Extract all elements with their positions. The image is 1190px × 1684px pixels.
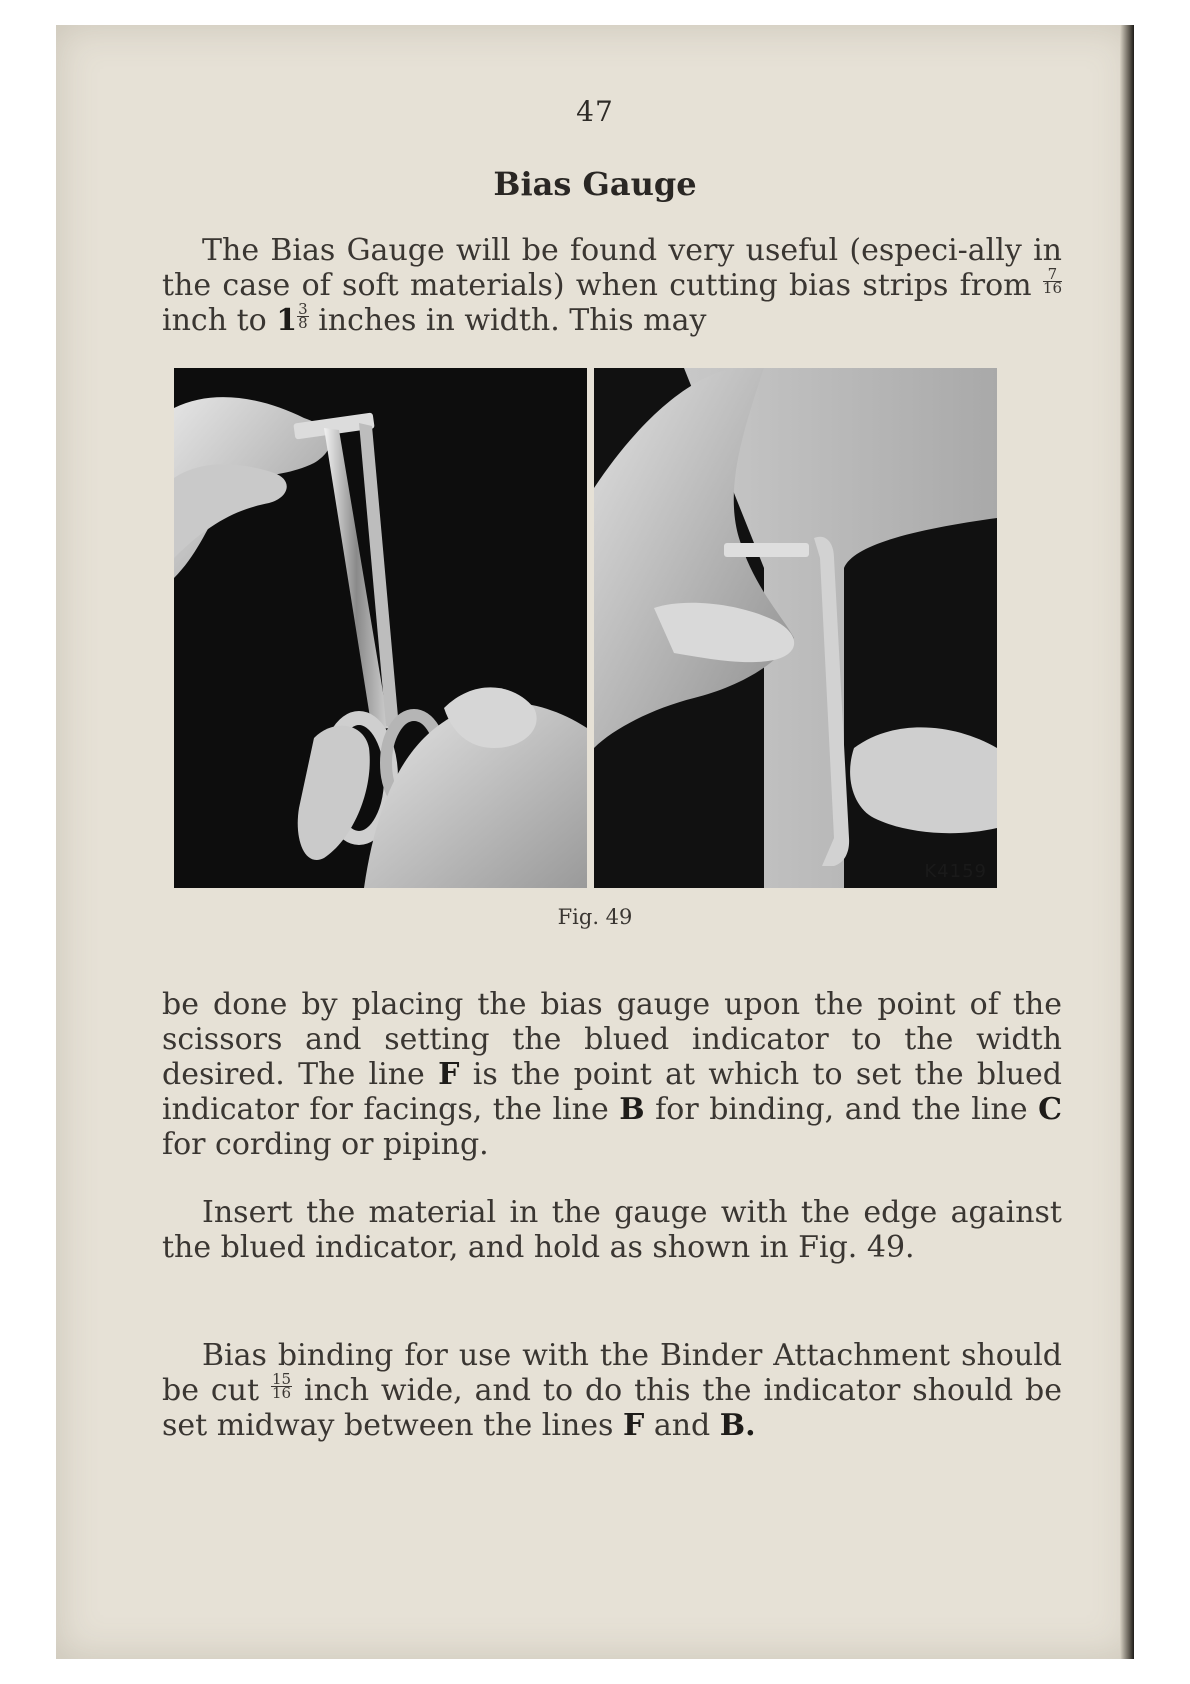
fraction-numerator: 7: [1043, 268, 1062, 282]
intro-text-3: inches in width. This may: [308, 303, 707, 338]
figure-caption: Fig. 49: [557, 905, 633, 929]
bold-letter-b: B: [619, 1092, 645, 1127]
paragraph-method: [162, 987, 1062, 1162]
gauge-illustration: [594, 368, 997, 888]
photo-code-label: K4159: [924, 861, 987, 882]
paragraph-insert: [162, 1195, 1062, 1265]
section-heading: Bias Gauge: [493, 165, 697, 203]
fraction-numerator: 3: [298, 300, 308, 318]
fraction-denominator: 8: [298, 314, 308, 332]
fraction-seven-sixteenths: [1042, 265, 1062, 297]
binding-text-2: inch wide, and to do this the indicator should be set midway between the lines: [162, 1373, 1062, 1443]
fraction-fifteen-sixteenths: [271, 1370, 292, 1402]
page-edge-shadow: [1120, 25, 1134, 1659]
bold-letter-f: F: [622, 1408, 645, 1443]
paragraph-binding: [162, 1338, 1062, 1443]
method-text-4: for cording or piping.: [162, 1127, 489, 1162]
binding-text-3: and: [644, 1408, 720, 1443]
fraction-numerator: 15: [271, 1370, 292, 1388]
book-page: [56, 25, 1134, 1659]
method-text-1: be done by placing the bias gauge upon the point of the scissors and setting the blued indicator to the width desired. The line: [162, 987, 1062, 1092]
method-text-3: for binding, and the line: [644, 1092, 1039, 1127]
insert-text: Insert the material in the gauge with the edge against the blued indicator, and hold as shown in Fig. 49.: [162, 1195, 1062, 1265]
fraction-denominator: 16: [271, 1384, 292, 1402]
photo-scissors-with-gauge: [174, 368, 587, 888]
bold-letter-b: B.: [719, 1408, 756, 1443]
photo-material-in-gauge: [594, 368, 997, 888]
fraction-three-eighths: [297, 300, 309, 332]
binding-text-1: Bias binding for use with the Binder Attachment should be cut: [162, 1338, 1062, 1408]
bold-letter-f: F: [438, 1057, 460, 1092]
whole-number: 1: [276, 303, 298, 338]
page-number: 47: [576, 95, 614, 128]
intro-text-2: inch to: [162, 303, 277, 338]
paragraph-intro: [162, 233, 1062, 338]
bold-letter-c: C: [1038, 1092, 1062, 1127]
method-text-2: is the point at which to set the blued indicator for facings, the line: [162, 1057, 1062, 1127]
fraction-denominator: 16: [1042, 279, 1062, 297]
scissors-illustration: [174, 368, 587, 888]
intro-text-1: The Bias Gauge will be found very useful (especi-ally in the case of soft materials) when cutting bias strips from: [162, 233, 1062, 303]
